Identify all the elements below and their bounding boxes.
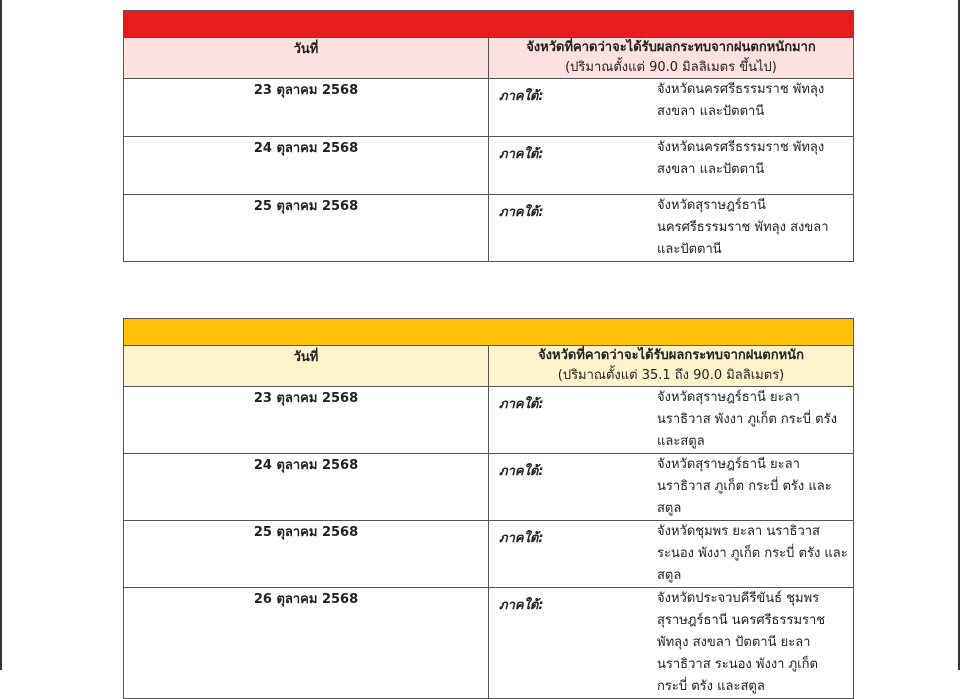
provinces-text: จังหวัดนครศรีธรรมราช พัทลุง สงขลา และปัตตานี — [657, 140, 825, 177]
red-band-cell — [124, 11, 854, 38]
provinces-text: จังหวัดสุราษฎร์ธานี ยะลา นราธิวาส ภูเก็ต กระบี่ ตรัง และสตูล — [657, 457, 832, 516]
date-cell: 24 ตุลาคม 2568 — [124, 454, 489, 521]
table-row — [124, 79, 854, 137]
table-header-row — [124, 346, 854, 387]
affected-provinces-header — [489, 346, 854, 387]
table-row — [124, 588, 854, 699]
table-row — [124, 387, 854, 454]
table-row — [124, 137, 854, 195]
provinces-text: จังหวัดสุราษฎร์ธานี ยะลา นราธิวาส พังงา ภูเก็ต กระบี่ ตรัง และสตูล — [657, 390, 837, 449]
header-subtitle: (ปริมาณตั้งแต่ 35.1 ถึง 90.0 มิลลิเมตร) — [557, 368, 785, 383]
table-row — [124, 521, 854, 588]
orange-warning-band — [124, 319, 854, 346]
header-subtitle: (ปริมาณตั้งแต่ 90.0 มิลลิเมตร ขึ้นไป) — [565, 60, 777, 75]
affected-provinces-header — [489, 38, 854, 79]
region-label: ภาคใต้: — [499, 531, 544, 546]
table-row — [124, 454, 854, 521]
region-label: ภาคใต้: — [499, 89, 544, 104]
page-border-left — [0, 0, 2, 670]
header-title: จังหวัดที่คาดว่าจะได้รับผลกระทบจากฝนตกหนัก — [538, 348, 804, 363]
provinces-text: จังหวัดนครศรีธรรมราช พัทลุง สงขลา และปัตตานี — [657, 82, 825, 119]
red-warning-band — [124, 11, 854, 38]
date-cell: 25 ตุลาคม 2568 — [124, 195, 489, 262]
heavy-rain-table — [123, 318, 854, 699]
table-header-row — [124, 38, 854, 79]
date-cell: 23 ตุลาคม 2568 — [124, 387, 489, 454]
date-cell: 24 ตุลาคม 2568 — [124, 137, 489, 195]
date-column-header: วันที่ — [124, 346, 489, 387]
provinces-cell — [489, 79, 854, 137]
date-cell: 23 ตุลาคม 2568 — [124, 79, 489, 137]
provinces-cell — [489, 521, 854, 588]
orange-band-cell — [124, 319, 854, 346]
provinces-cell — [489, 137, 854, 195]
provinces-text: จังหวัดชุมพร ยะลา นราธิวาส ระนอง พังงา ภูเก็ต กระบี่ ตรัง และสตูล — [657, 524, 848, 583]
provinces-cell — [489, 195, 854, 262]
very-heavy-rain-table — [123, 10, 854, 262]
region-label: ภาคใต้: — [499, 598, 544, 613]
header-title: จังหวัดที่คาดว่าจะได้รับผลกระทบจากฝนตกหนักมาก — [526, 40, 816, 55]
date-cell: 26 ตุลาคม 2568 — [124, 588, 489, 699]
provinces-cell — [489, 588, 854, 699]
provinces-text: จังหวัดประจวบคีรีขันธ์ ชุมพร สุราษฎร์ธานี นครศรีธรรมราช พัทลุง สงขลา ปัตตานี ยะลา นราธิวาส ระนอง พังงา ภูเก็ต กระบี่ ตรัง และสตูล — [657, 591, 826, 694]
region-label: ภาคใต้: — [499, 205, 544, 220]
provinces-cell — [489, 387, 854, 454]
date-column-header: วันที่ — [124, 38, 489, 79]
region-label: ภาคใต้: — [499, 397, 544, 412]
region-label: ภาคใต้: — [499, 147, 544, 162]
provinces-text: จังหวัดสุราษฎร์ธานี นครศรีธรรมราช พัทลุง สงขลา และปัตตานี — [657, 198, 829, 257]
table-row — [124, 195, 854, 262]
date-cell: 25 ตุลาคม 2568 — [124, 521, 489, 588]
region-label: ภาคใต้: — [499, 464, 544, 479]
provinces-cell — [489, 454, 854, 521]
